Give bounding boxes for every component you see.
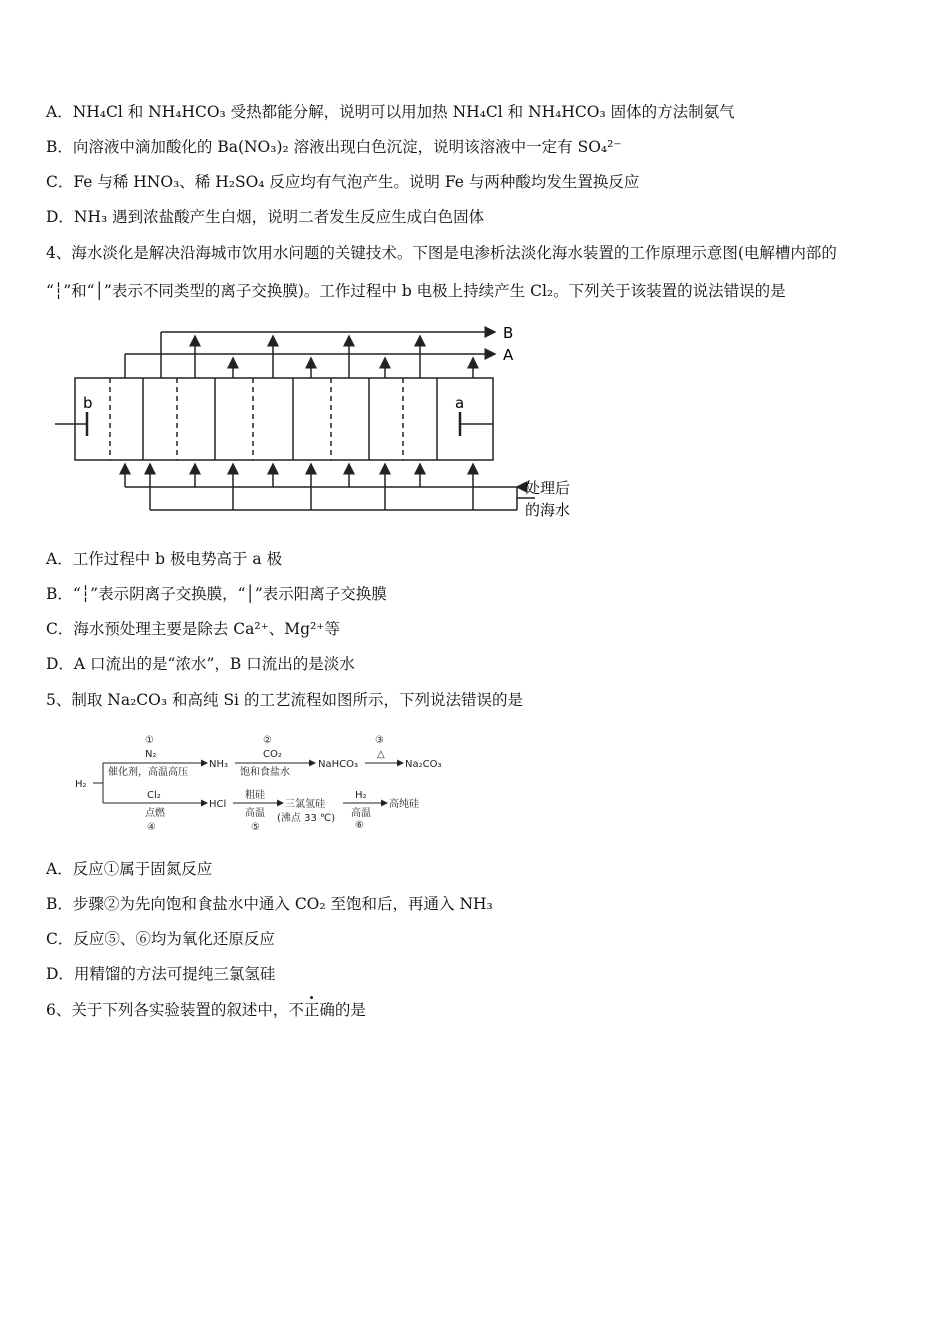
label-outlet-b: B — [503, 324, 514, 342]
q3-option-a: A．NH₄Cl 和 NH₄HCO₃ 受热都能分解，说明可以用加热 NH₄Cl 和 NH₄HCO₃ 固体的方法制氨气 — [46, 103, 735, 121]
flow-step5-reagent: 粗硅 — [245, 790, 265, 801]
q5-option-b: B．步骤②为先向饱和食盐水中通入 CO₂ 至饱和后，再通入 NH₃ — [46, 895, 493, 913]
q4-option-b: B．“┆”表示阴离子交换膜，“│”表示阳离子交换膜 — [46, 585, 387, 603]
flow-step5-condition: 高温 — [245, 808, 265, 819]
q4-stem-line1: 4、海水淡化是解决沿海城市饮用水问题的关键技术。下图是电渗析法淡化海水装置的工作原理示意图(电解槽内部的 — [46, 244, 837, 262]
flow-step1-condition: 催化剂，高温高压 — [108, 767, 188, 778]
flow-step2-number: ② — [263, 735, 272, 746]
q4-option-a: A．工作过程中 b 极电势高于 a 极 — [46, 550, 283, 568]
flow-step3-condition: △ — [377, 749, 385, 760]
flow-sihcl3: 三氯氢硅 — [285, 799, 325, 810]
label-electrode-a: a — [455, 394, 465, 412]
flow-sihcl3-note: (沸点 33 ℃) — [277, 813, 336, 824]
flow-na2co3: Na₂CO₃ — [405, 759, 442, 770]
q5-stem: 5、制取 Na₂CO₃ 和高纯 Si 的工艺流程如图所示，下列说法错误的是 — [46, 691, 523, 709]
q6-stem-emphasis: 不正确 — [288, 1001, 335, 1019]
flow-step1-reagent: N₂ — [145, 749, 157, 760]
flow-h2-start: H₂ — [75, 779, 87, 790]
label-outlet-a: A — [503, 346, 514, 364]
flow-nahco3: NaHCO₃ — [318, 759, 358, 770]
q4-option-c: C．海水预处理主要是除去 Ca²⁺、Mg²⁺等 — [46, 620, 340, 638]
q4-option-d: D．A 口流出的是“浓水”，B 口流出的是淡水 — [46, 655, 355, 673]
flow-step6-condition: 高温 — [351, 808, 371, 819]
flow-step2-condition: 饱和食盐水 — [240, 767, 290, 778]
flow-step3-number: ③ — [375, 735, 384, 746]
q5-option-a: A．反应①属于固氮反应 — [46, 860, 213, 878]
flow-step4-reagent: Cl₂ — [147, 790, 161, 801]
flow-step5-number: ⑤ — [251, 822, 260, 833]
flow-step4-condition: 点燃 — [145, 808, 165, 819]
flow-step4-number: ④ — [147, 822, 156, 833]
flow-step1-number: ① — [145, 735, 154, 746]
label-electrode-b: b — [83, 394, 93, 412]
label-inlet-line1: 处理后 — [525, 479, 571, 497]
q6-stem-suffix: 的是 — [334, 1001, 366, 1019]
q4-stem-line2: “┆”和“│”表示不同类型的离子交换膜)。工作过程中 b 电极上持续产生 Cl₂。下列关于该装置的说法错误的是 — [46, 282, 786, 300]
q5-option-d: D．用精馏的方法可提纯三氯氢硅 — [46, 965, 276, 983]
q5-option-c: C．反应⑤、⑥均为氧化还原反应 — [46, 930, 275, 948]
flow-step6-reagent: H₂ — [355, 790, 367, 801]
flow-nh3: NH₃ — [209, 759, 229, 770]
q3-option-d: D．NH₃ 遇到浓盐酸产生白烟，说明二者发生反应生成白色固体 — [46, 208, 485, 226]
label-inlet-line2: 的海水 — [525, 501, 571, 519]
q6-stem — [46, 1000, 366, 1020]
electrodialysis-diagram — [55, 318, 595, 523]
electrolytic-cell — [75, 378, 493, 460]
flow-pure-si: 高纯硅 — [389, 799, 419, 810]
flow-step6-number: ⑥ — [355, 820, 364, 831]
q6-stem-prefix: 6、关于下列各实验装置的叙述中， — [46, 1001, 289, 1019]
flow-hcl: HCl — [209, 799, 227, 810]
q3-option-b: B．向溶液中滴加酸化的 Ba(NO₃)₂ 溶液出现白色沉淀，说明该溶液中一定有 SO₄²⁻ — [46, 138, 622, 156]
q3-option-c: C．Fe 与稀 HNO₃、稀 H₂SO₄ 反应均有气泡产生。说明 Fe 与两种酸均发生置换反应 — [46, 173, 640, 191]
process-flow-diagram — [75, 728, 455, 838]
flow-step2-reagent: CO₂ — [263, 749, 282, 760]
